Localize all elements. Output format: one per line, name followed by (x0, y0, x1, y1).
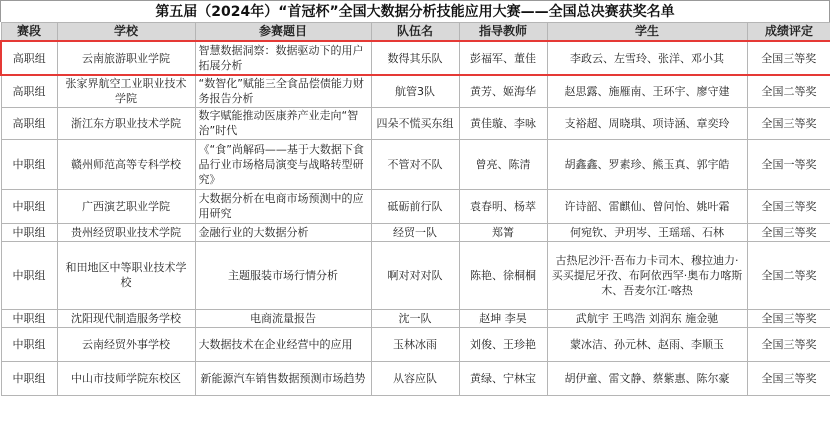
cell-topic: 金融行业的大数据分析 (195, 223, 371, 241)
cell-team: 数得其乐队 (371, 41, 459, 75)
cell-level: 高职组 (1, 107, 57, 139)
cell-topic: 主题服装市场行情分析 (195, 241, 371, 309)
cell-level: 中职组 (1, 241, 57, 309)
table-row (1, 41, 830, 75)
cell-students: 何宛钦、尹玥岑、王瑶瑶、石林 (547, 223, 747, 241)
cell-teacher: 黄绿、宁林宝 (459, 361, 547, 395)
cell-teacher: 刘俊、王珍艳 (459, 327, 547, 361)
cell-team: 从容应队 (371, 361, 459, 395)
cell-school: 张家界航空工业职业技术学院 (57, 75, 195, 107)
table-row (1, 361, 830, 395)
cell-level: 高职组 (1, 75, 57, 107)
cell-team: 玉林冰雨 (371, 327, 459, 361)
cell-school: 云南经贸外事学校 (57, 327, 195, 361)
cell-team: 航管3队 (371, 75, 459, 107)
cell-topic: 大数据分析在电商市场预测中的应用研究 (195, 189, 371, 223)
cell-award: 全国三等奖 (747, 107, 830, 139)
table-row (1, 107, 830, 139)
cell-teacher: 黄佳璇、李咏 (459, 107, 547, 139)
cell-school: 广西演艺职业学院 (57, 189, 195, 223)
cell-students: 武航宇 王鸣浩 刘润东 施金驰 (547, 309, 747, 327)
cell-level: 中职组 (1, 327, 57, 361)
cell-students: 支裕超、周晓琪、项诗涵、章奕玲 (547, 107, 747, 139)
cell-students: 胡鑫鑫、罗素珍、熊玉真、郭宇皓 (547, 139, 747, 189)
table-row (1, 327, 830, 361)
cell-topic: 数字赋能推动医康养产业走向“智治”时代 (195, 107, 371, 139)
cell-award: 全国一等奖 (747, 139, 830, 189)
cell-award: 全国三等奖 (747, 309, 830, 327)
cell-teacher: 黄芳、姬海华 (459, 75, 547, 107)
cell-topic: “数智化”赋能三全食品偿债能力财务报告分析 (195, 75, 371, 107)
header-award: 成绩评定 (747, 23, 830, 42)
cell-topic: 新能源汽车销售数据预测市场趋势 (195, 361, 371, 395)
header-topic: 参赛题目 (195, 23, 371, 42)
cell-award: 全国三等奖 (747, 223, 830, 241)
cell-students: 古热尼沙汗·吾布力卡司木、穆拉迪力·买买提尼牙孜、布阿依西罕·奥布力喀斯木、吾麦尔江·喀热 (547, 241, 747, 309)
cell-level: 中职组 (1, 361, 57, 395)
cell-teacher: 袁春明、杨萃 (459, 189, 547, 223)
cell-students: 蒙冰洁、孙元林、赵雨、李顺玉 (547, 327, 747, 361)
cell-students: 许诗韶、雷麒仙、曾问怡、姚叶霜 (547, 189, 747, 223)
cell-team: 经贸一队 (371, 223, 459, 241)
cell-teacher: 曾亮、陈清 (459, 139, 547, 189)
cell-level: 中职组 (1, 189, 57, 223)
cell-school: 中山市技师学院东校区 (57, 361, 195, 395)
cell-topic: 《“食”尚解码——基于大数据下食品行业市场格局演变与战略转型研究》 (195, 139, 371, 189)
table-row (1, 75, 830, 107)
cell-award: 全国三等奖 (747, 327, 830, 361)
table-row (1, 223, 830, 241)
cell-students: 李政云、左雪玲、张洋、邓小其 (547, 41, 747, 75)
cell-level: 中职组 (1, 309, 57, 327)
cell-award: 全国三等奖 (747, 41, 830, 75)
cell-level: 中职组 (1, 139, 57, 189)
table-row (1, 139, 830, 189)
awards-table (0, 22, 830, 396)
table-header-row (1, 23, 830, 42)
cell-topic: 电商流量报告 (195, 309, 371, 327)
cell-level: 中职组 (1, 223, 57, 241)
cell-teacher: 彭福军、董佳 (459, 41, 547, 75)
cell-award: 全国二等奖 (747, 75, 830, 107)
cell-students: 胡伊童、雷文静、蔡紫惠、陈尔豪 (547, 361, 747, 395)
table-row (1, 189, 830, 223)
page-title: 第五届（2024年）“首冠杯”全国大数据分析技能应用大赛——全国总决赛获奖名单 (0, 0, 830, 22)
cell-school: 赣州师范高等专科学校 (57, 139, 195, 189)
header-school: 学校 (57, 23, 195, 42)
cell-school: 沈阳现代制造服务学校 (57, 309, 195, 327)
cell-topic: 大数据技术在企业经营中的应用 (195, 327, 371, 361)
cell-students: 赵思露、施雁南、王环宇、廖守建 (547, 75, 747, 107)
cell-school: 和田地区中等职业技术学校 (57, 241, 195, 309)
cell-award: 全国二等奖 (747, 241, 830, 309)
cell-team: 不管对不队 (371, 139, 459, 189)
cell-level: 高职组 (1, 41, 57, 75)
cell-school: 云南旅游职业学院 (57, 41, 195, 75)
cell-team: 四朵不慌买东组 (371, 107, 459, 139)
cell-topic: 智慧数据洞察：数据驱动下的用户拓展分析 (195, 41, 371, 75)
header-team: 队伍名 (371, 23, 459, 42)
cell-award: 全国三等奖 (747, 361, 830, 395)
header-teacher: 指导教师 (459, 23, 547, 42)
cell-school: 浙江东方职业技术学院 (57, 107, 195, 139)
cell-team: 啊对对对队 (371, 241, 459, 309)
cell-teacher: 郑箐 (459, 223, 547, 241)
cell-award: 全国三等奖 (747, 189, 830, 223)
cell-team: 沈一队 (371, 309, 459, 327)
table-row (1, 309, 830, 327)
cell-teacher: 赵坤 李昊 (459, 309, 547, 327)
header-level: 赛段 (1, 23, 57, 42)
cell-school: 贵州经贸职业技术学院 (57, 223, 195, 241)
header-students: 学生 (547, 23, 747, 42)
table-row (1, 241, 830, 309)
cell-team: 砥砺前行队 (371, 189, 459, 223)
cell-teacher: 陈艳、徐桐桐 (459, 241, 547, 309)
